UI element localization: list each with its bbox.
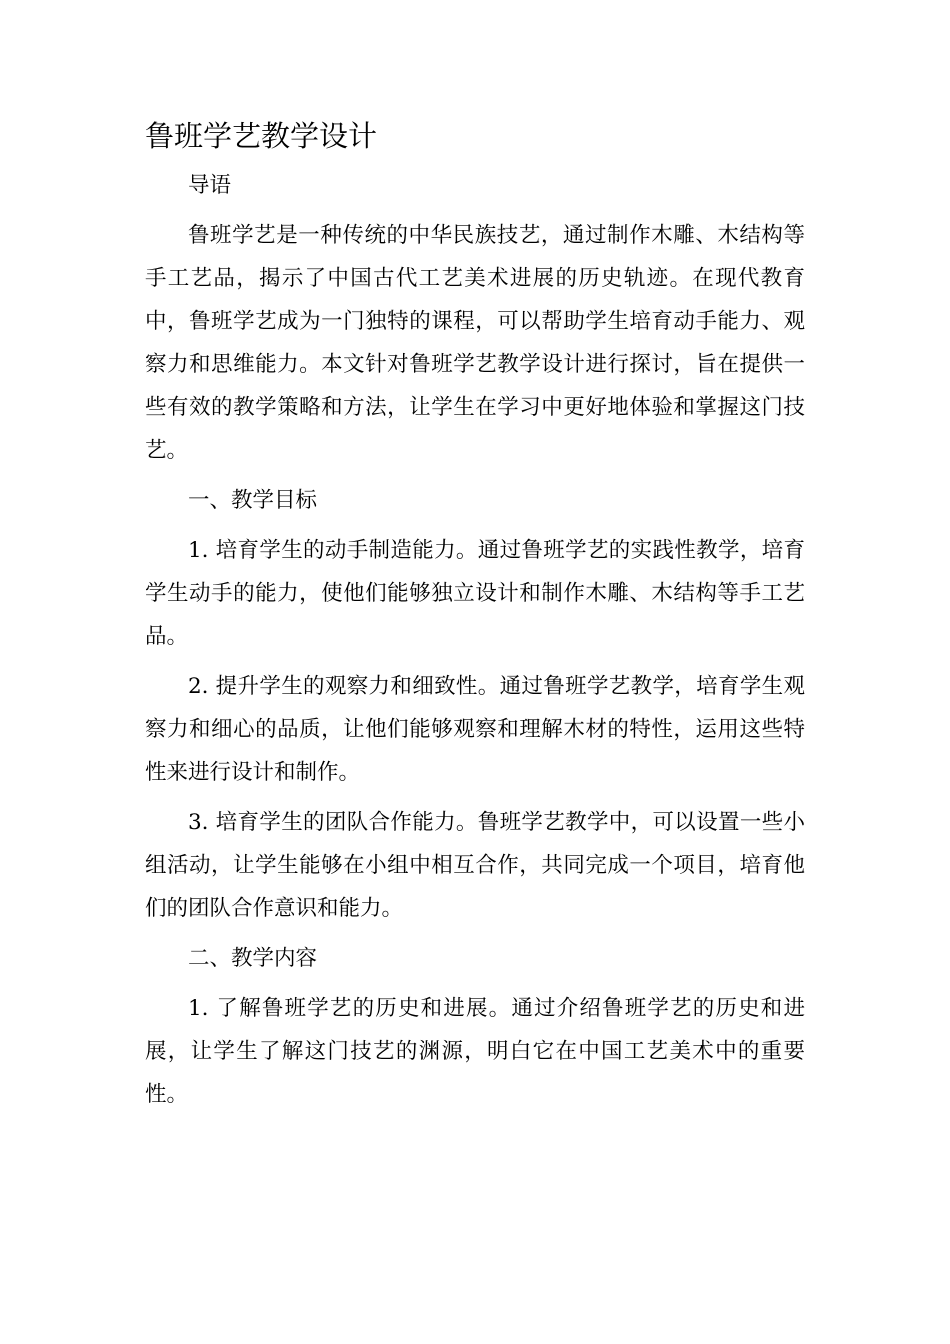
section-heading-content: 二、教学内容 — [188, 946, 318, 971]
paragraph-goal-1: 1. 培育学生的动手制造能力。通过鲁班学艺的实践性教学，培育学生动手的能力，使他们能够独立设计和制作木雕、木结构等手工艺品。 — [145, 538, 805, 649]
paragraph-goal-3: 3. 培育学生的团队合作能力。鲁班学艺教学中，可以设置一些小组活动，让学生能够在小组中相互合作，共同完成一个项目，培育他们的团队合作意识和能力。 — [145, 810, 805, 921]
document-body — [145, 164, 805, 1123]
paragraph-goal-2: 2. 提升学生的观察力和细致性。通过鲁班学艺教学，培育学生观察力和细心的品质，让他们能够观察和理解木材的特性，运用这些特性来进行设计和制作。 — [145, 674, 805, 785]
section-heading-intro: 导语 — [188, 173, 232, 198]
paragraph-content-1: 1. 了解鲁班学艺的历史和进展。通过介绍鲁班学艺的历史和进展，让学生了解这门技艺的渊源，明白它在中国工艺美术中的重要性。 — [145, 996, 805, 1107]
paragraph-intro: 鲁班学艺是一种传统的中华民族技艺，通过制作木雕、木结构等手工艺品，揭示了中国古代工艺美术进展的历史轨迹。在现代教育中，鲁班学艺成为一门独特的课程，可以帮助学生培育动手能力、观察力和思维能力。本文针对鲁班学艺教学设计进行探讨，旨在提供一些有效的教学策略和方法，让学生在学习中更好地体验和掌握这门技艺。 — [145, 223, 805, 463]
section-heading-goals: 一、教学目标 — [188, 488, 318, 513]
document-title: 鲁班学艺教学设计 — [145, 119, 378, 153]
